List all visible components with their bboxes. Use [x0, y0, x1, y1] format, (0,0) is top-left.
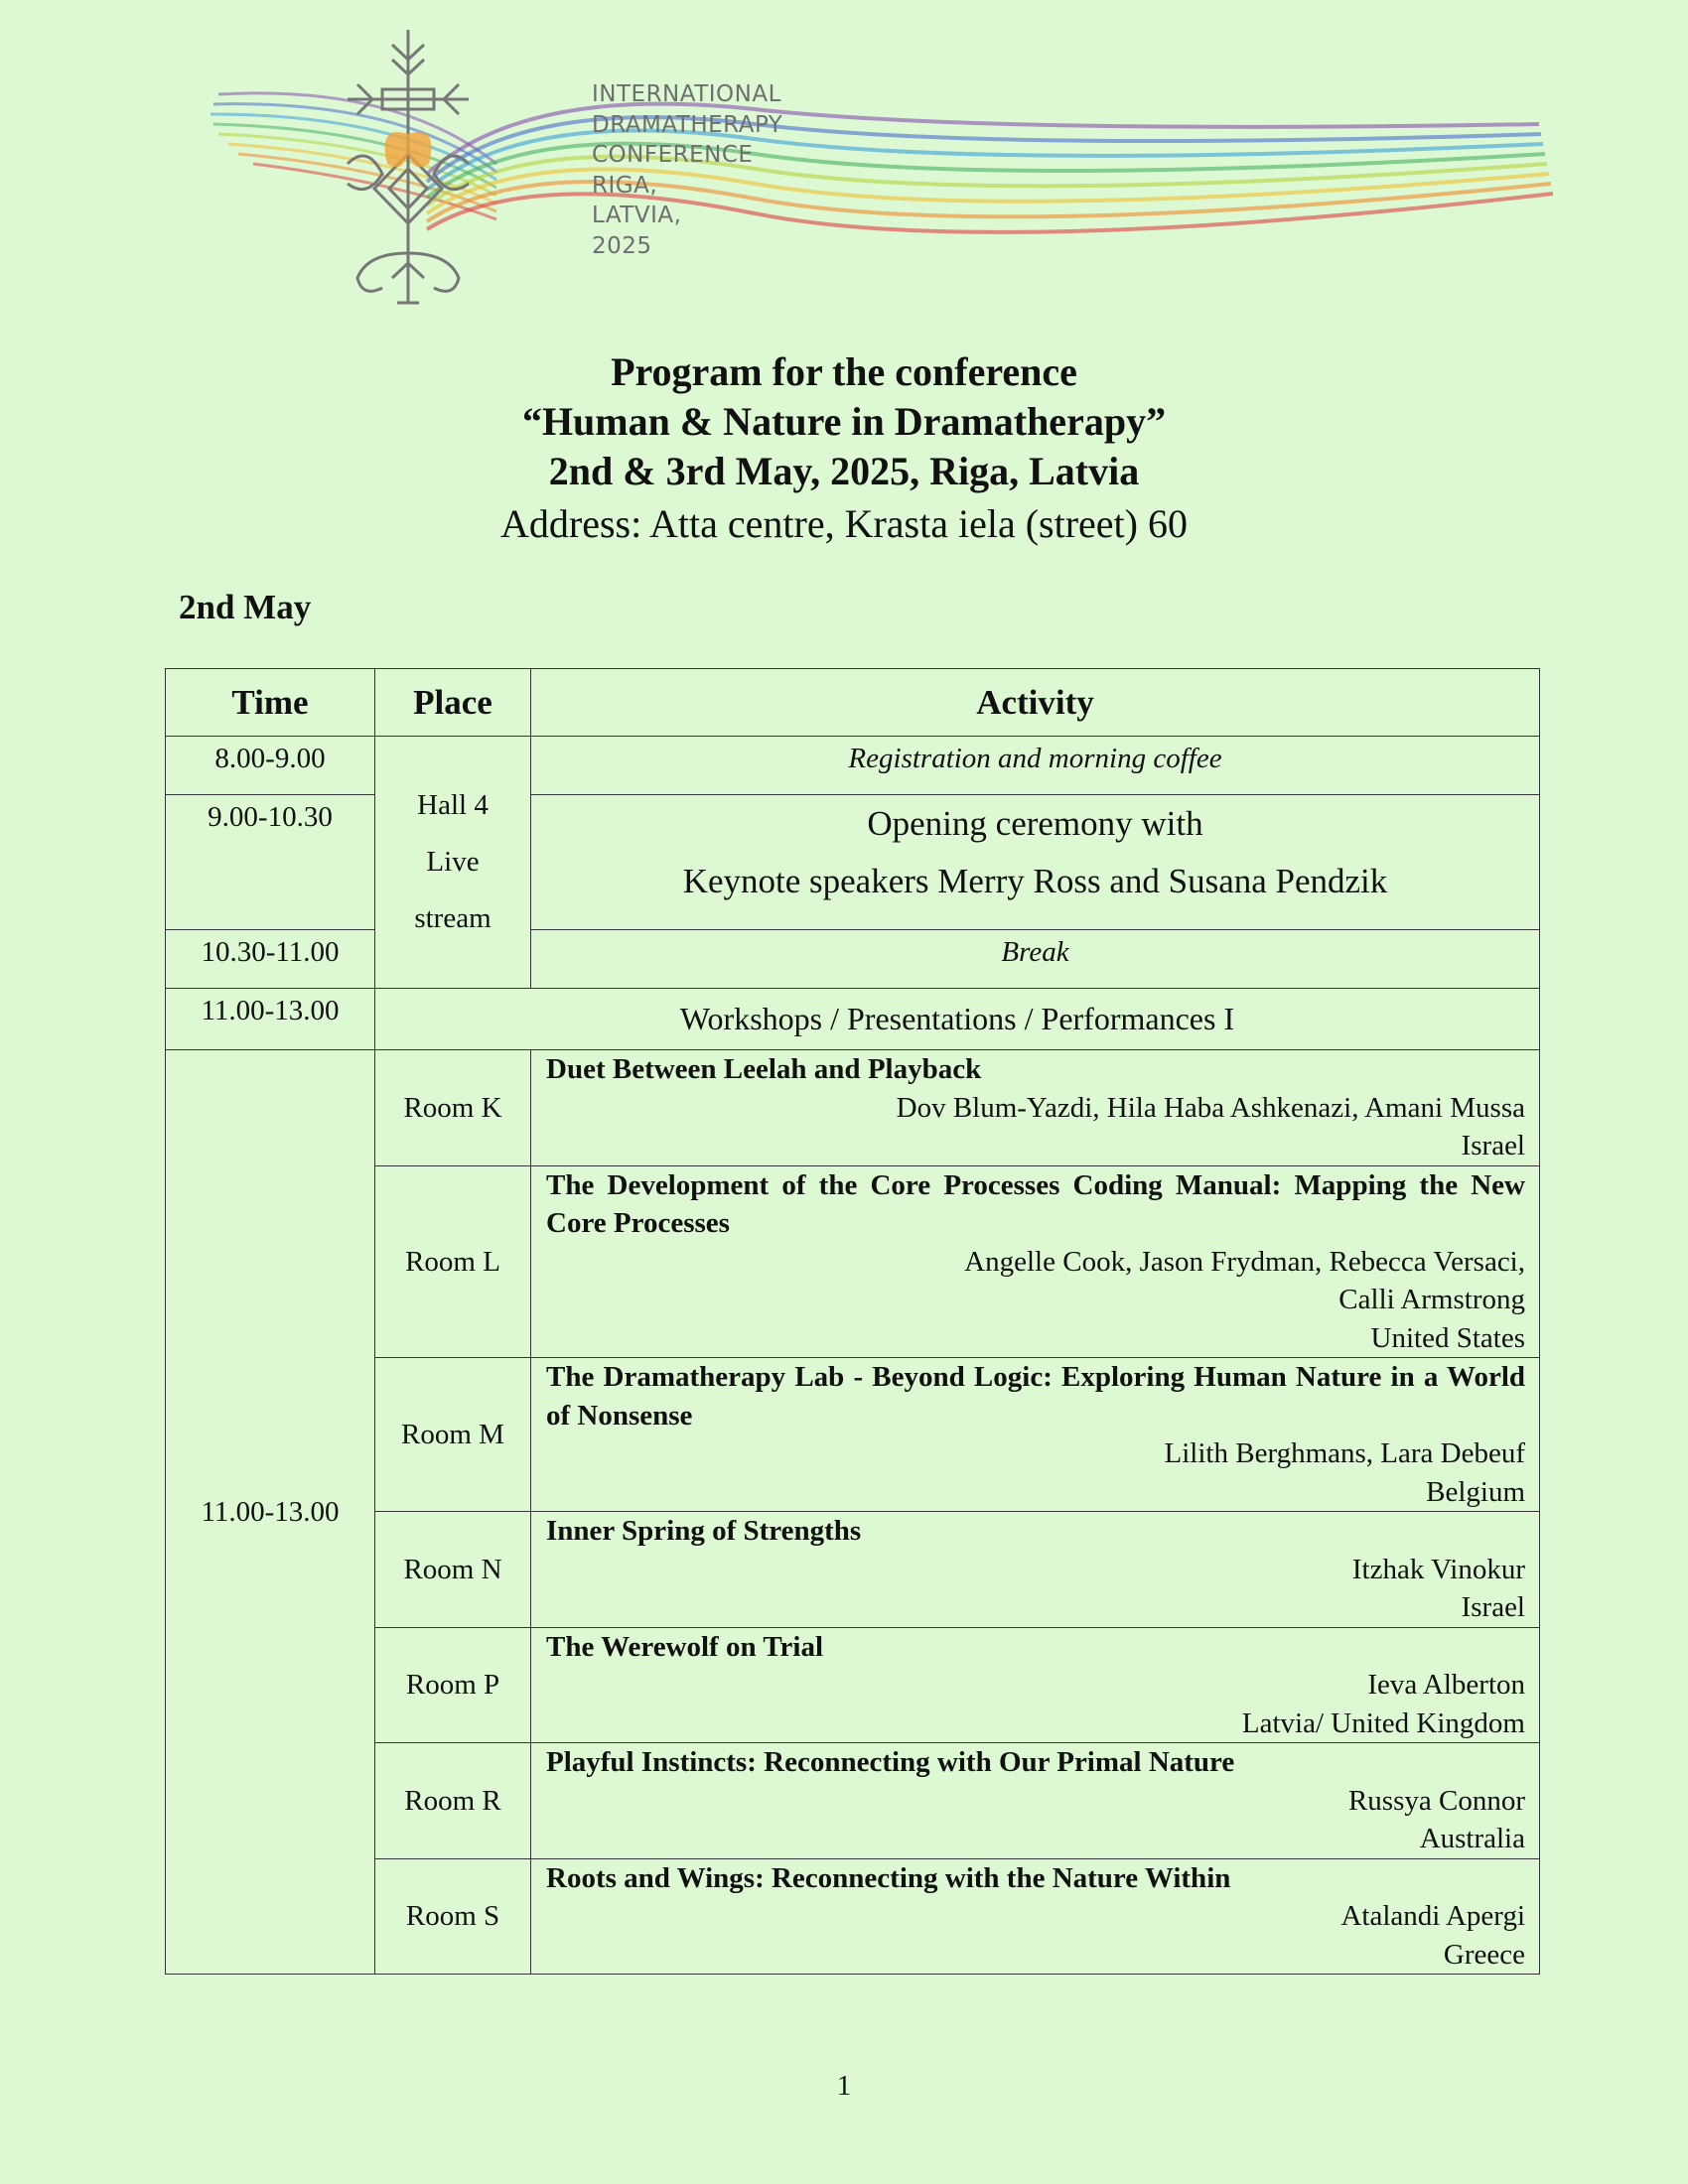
header-activity: Activity: [531, 669, 1540, 737]
session-authors: Itzhak Vinokur: [1351, 1553, 1525, 1585]
room-cell: Room N: [375, 1512, 531, 1628]
session-authors: Lilith Berghmans, Lara Debeuf: [1164, 1437, 1525, 1469]
opening-line-1: Opening ceremony with: [867, 804, 1203, 843]
session-country: Israel: [1461, 1591, 1525, 1623]
session-title: Inner Spring of Strengths: [546, 1515, 862, 1547]
room-cell: Room S: [375, 1858, 531, 1975]
session-cell: [531, 1858, 1540, 1975]
session-title: Playful Instincts: Reconnecting with Our Primal Nature: [546, 1746, 1235, 1778]
activity-cell-opening: [531, 795, 1540, 930]
title-line-3: 2nd & 3rd May, 2025, Riga, Latvia: [548, 449, 1140, 493]
room-cell: Room L: [375, 1165, 531, 1358]
banner-line: LATVIA,: [592, 203, 682, 228]
banner-line: CONFERENCE: [592, 142, 754, 168]
session-country: United States: [1370, 1321, 1525, 1354]
program-title: [0, 347, 1688, 496]
session-country: Latvia/ United Kingdom: [1241, 1706, 1525, 1739]
time-cell: 10.30-11.00: [166, 930, 375, 989]
room-cell: Room R: [375, 1743, 531, 1859]
opening-line-2: Keynote speakers Merry Ross and Susana Pendzik: [682, 862, 1388, 900]
table-header-row: [166, 669, 1540, 737]
hall-name: Hall 4: [417, 789, 489, 821]
session-title: The Werewolf on Trial: [546, 1630, 823, 1663]
session-authors: Dov Blum-Yazdi, Hila Haba Ashkenazi, Amani Mussa: [896, 1091, 1525, 1124]
hall-live: Live: [426, 846, 480, 878]
session-country: Greece: [1443, 1938, 1525, 1971]
session-authors: Calli Armstrong: [1338, 1284, 1525, 1315]
session-authors: Russya Connor: [1347, 1784, 1525, 1817]
table-row: [166, 795, 1540, 930]
table-row: [166, 930, 1540, 989]
activity-cell: Registration and morning coffee: [531, 737, 1540, 795]
table-row: [166, 1050, 1540, 1166]
time-cell: 8.00-9.00: [166, 737, 375, 795]
page-number: 1: [836, 2070, 852, 2102]
banner-title: [592, 79, 782, 261]
session-authors: Angelle Cook, Jason Frydman, Rebecca Versaci,: [964, 1245, 1525, 1278]
hall-stream: stream: [414, 902, 492, 934]
session-title: Duet Between Leelah and Playback: [546, 1053, 982, 1085]
time-cell-block: 11.00-13.00: [166, 1050, 375, 1975]
conference-banner: [199, 25, 1559, 313]
day-heading: 2nd May: [179, 588, 312, 626]
room-cell: Room P: [375, 1627, 531, 1743]
banner-line: 2025: [592, 232, 652, 259]
session-country: Belgium: [1426, 1475, 1525, 1508]
session-cell: [531, 1627, 1540, 1743]
banner-line: RIGA,: [592, 172, 658, 199]
session-cell: [531, 1512, 1540, 1628]
conference-logo: [199, 25, 1559, 313]
activity-cell-workshops: Workshops / Presentations / Performances I: [375, 989, 1540, 1050]
session-country: Australia: [1419, 1823, 1525, 1854]
session-title: Roots and Wings: Reconnecting with the Nature Within: [546, 1861, 1231, 1894]
session-title: The Development of the Core Processes Coding Manual: Mapping the New Core Processes: [546, 1168, 1525, 1239]
session-authors: Atalandi Apergi: [1340, 1900, 1525, 1932]
venue-address: Address: Atta centre, Krasta iela (street) 60: [500, 501, 1188, 546]
program-table: [165, 668, 1540, 1975]
title-line-2: “Human & Nature in Dramatherapy”: [521, 399, 1167, 444]
room-cell: Room K: [375, 1050, 531, 1166]
session-cell: [531, 1165, 1540, 1358]
table-row: [166, 989, 1540, 1050]
room-cell: Room M: [375, 1358, 531, 1512]
place-cell-hall: [375, 737, 531, 989]
table-row: [166, 737, 1540, 795]
banner-line: DRAMATHERAPY: [592, 111, 783, 138]
activity-cell: Break: [531, 930, 1540, 989]
banner-line: INTERNATIONAL: [592, 81, 781, 107]
header-place: Place: [375, 669, 531, 737]
session-cell: [531, 1358, 1540, 1512]
session-authors: Ieva Alberton: [1367, 1669, 1525, 1701]
session-title: The Dramatherapy Lab - Beyond Logic: Exploring Human Nature in a World of Nonsense: [546, 1361, 1525, 1432]
session-cell: [531, 1743, 1540, 1859]
time-cell: 11.00-13.00: [166, 989, 375, 1050]
time-cell: 9.00-10.30: [166, 795, 375, 930]
session-country: Israel: [1461, 1130, 1525, 1161]
header-time: Time: [166, 669, 375, 737]
title-line-1: Program for the conference: [611, 349, 1077, 394]
session-cell: [531, 1050, 1540, 1166]
